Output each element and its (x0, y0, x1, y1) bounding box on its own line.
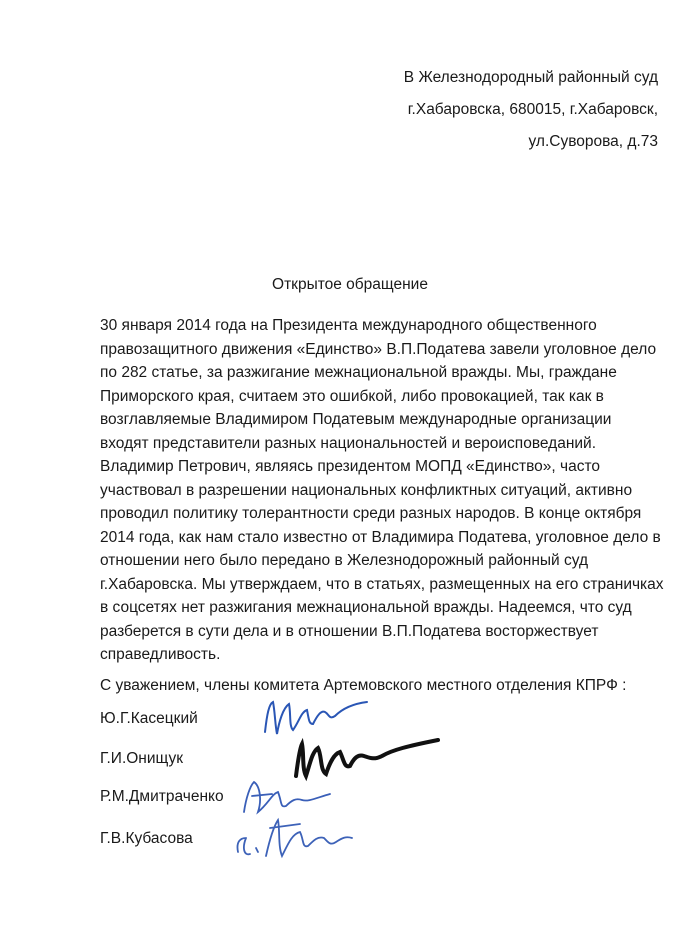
letter-body (100, 314, 664, 667)
signer-name: Р.М.Дмитраченко (100, 788, 224, 805)
addressee-line: В Железнодородный районный суд (403, 69, 658, 86)
body-line: в соцсетях нет разжигания межнациональной вражды. Надеемся, что суд (100, 599, 632, 616)
closing-regards: С уважением, члены комитета Артемовского местного отделения КПРФ : (100, 677, 627, 694)
body-line: по 282 статье, за разжигание межнациональной вражды. Мы, граждане (100, 364, 617, 381)
body-line: возглавляемые Владимиром Податевым международные организации (100, 411, 612, 428)
body-line: Приморского края, считаем это ошибкой, либо провокацией, так как в (100, 387, 604, 405)
letter-title: Открытое обращение (272, 276, 428, 293)
addressee-line: г.Хабаровска, 680015, г.Хабаровск, (407, 101, 658, 118)
signature-stroke (237, 820, 352, 856)
body-line: проводил политику толерантности среди разных народов. В конце октября (100, 505, 642, 522)
body-line: участвовал в разрешении национальных конфликтных ситуаций, активно (100, 481, 633, 499)
body-line: справедливость. (100, 646, 221, 663)
signature-kubasova (230, 808, 360, 868)
body-line: разберется в сути дела и в отношении В.П.Податева восторжествует (100, 622, 599, 640)
signer-name: Ю.Г.Касецкий (100, 710, 198, 727)
signer-name: Г.И.Онищук (100, 750, 183, 767)
body-line: 2014 года, как нам стало известно от Владимира Податева, уголовное дело в (100, 528, 661, 546)
body-line: отношении него было передано в Железнодорожный районный суд (100, 552, 589, 569)
addressee-line: ул.Суворова, д.73 (528, 133, 658, 150)
addressee-block (404, 62, 658, 158)
body-line: входят представители разных национальностей и вероисповеданий. (100, 434, 596, 452)
body-line: Владимир Петрович, являясь президентом МОПД «Единство», часто (100, 458, 601, 475)
signer-name: Г.В.Кубасова (100, 830, 193, 847)
body-line: г.Хабаровска. Мы утверждаем, что в статьях, размещенных на его страничках (100, 575, 664, 593)
body-line: правозащитного движения «Единство» В.П.Податева завели уголовное дело (100, 340, 657, 358)
signature-stroke (296, 740, 438, 776)
body-line: 30 января 2014 года на Президента международного общественного (100, 317, 597, 334)
